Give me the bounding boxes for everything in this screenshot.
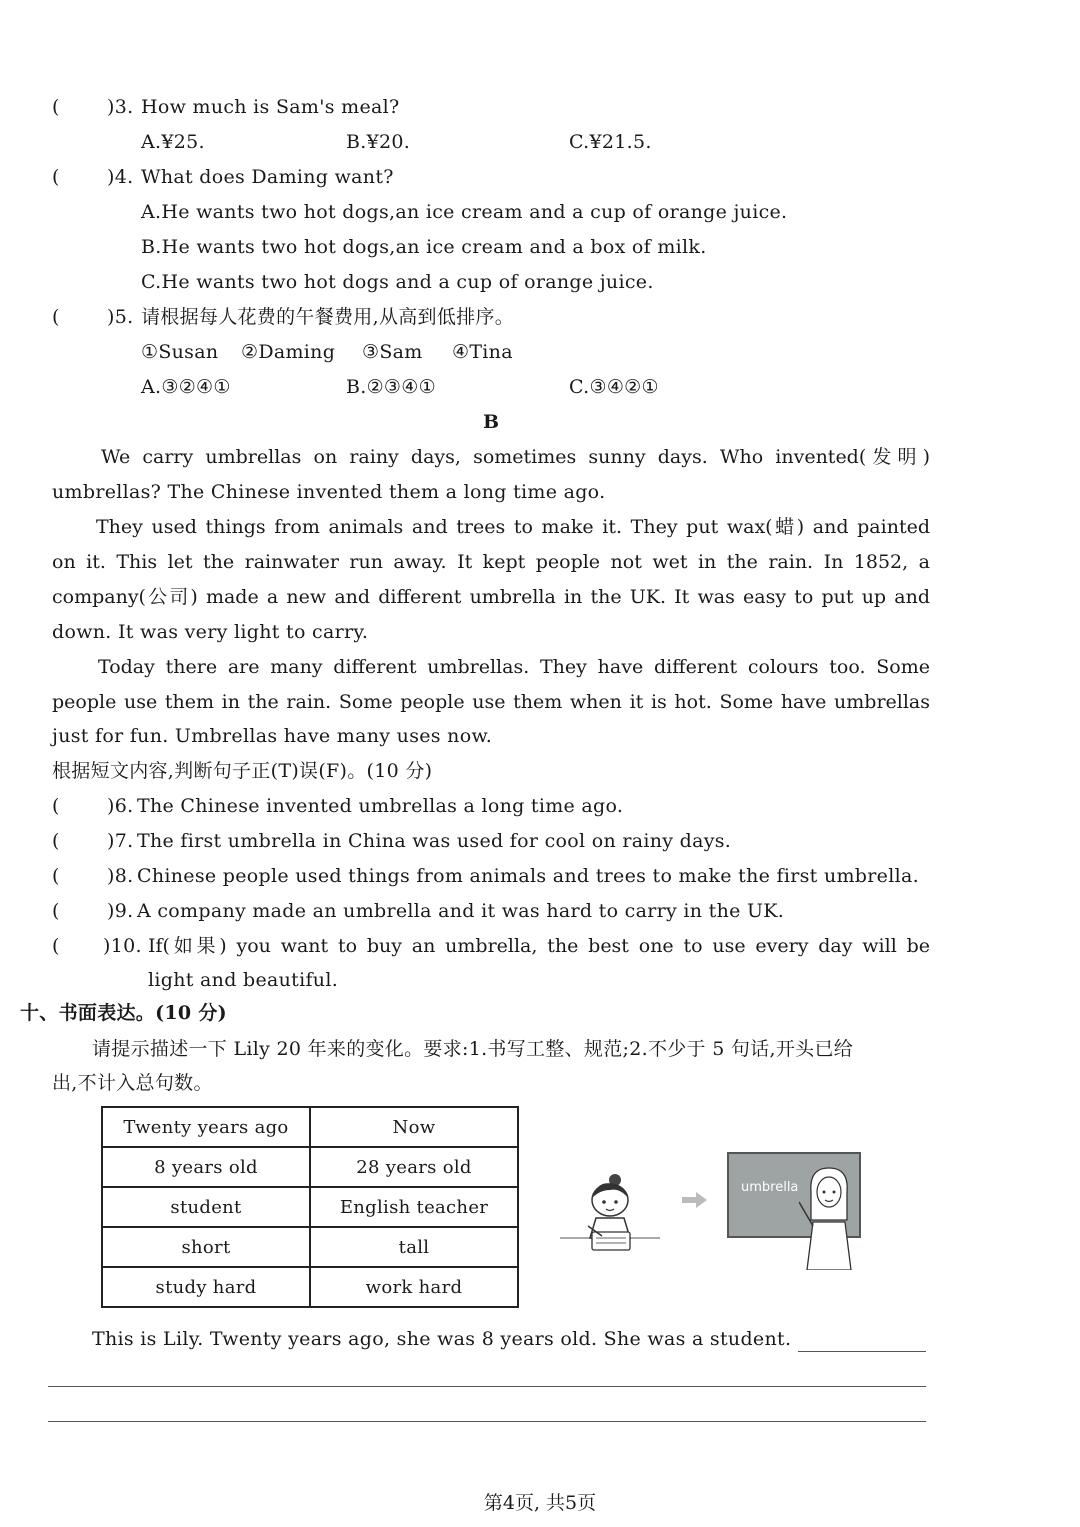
table-cell: work hard: [310, 1267, 518, 1307]
table-row: [102, 1147, 518, 1187]
option-c: C.③④②①: [569, 376, 659, 398]
question-text: What does Daming want?: [141, 166, 394, 188]
answer-bracket[interactable]: (: [52, 96, 60, 118]
writing-line[interactable]: [48, 1421, 926, 1422]
question-number: )3.: [107, 96, 134, 118]
passage-line: on it. This let the rainwater run away. It kept people not wet in the rain. In 1852, a: [52, 551, 930, 573]
passage-line: umbrellas? The Chinese invented them a long time ago.: [52, 481, 606, 503]
statement-text: The Chinese invented umbrellas a long time ago.: [137, 795, 624, 817]
arrow-right-icon: [680, 1190, 710, 1210]
passage-line: just for fun. Umbrellas have many uses now.: [52, 725, 493, 747]
passage-line: company(公司) made a new and different umbrella in the UK. It was easy to put up and: [52, 586, 930, 608]
girl-studying-illustration: [560, 1160, 670, 1280]
statement-text: Chinese people used things from animals and trees to make the first umbrella.: [137, 865, 919, 887]
name-option: ②Daming: [241, 341, 336, 363]
answer-bracket[interactable]: (: [52, 306, 60, 328]
teacher-figure: [799, 1162, 859, 1270]
section-b-title: B: [483, 411, 500, 433]
question-number: )4.: [107, 166, 134, 188]
question-number: )8.: [107, 865, 134, 887]
table-header: Now: [310, 1107, 518, 1147]
question-text: 请根据每人花费的午餐费用,从高到低排序。: [141, 306, 515, 328]
page-number: 第4页, 共5页: [483, 1492, 597, 1514]
table-cell: short: [102, 1227, 310, 1267]
question-number: )10.: [103, 935, 142, 957]
table-cell: 8 years old: [102, 1147, 310, 1187]
question-number: )6.: [107, 795, 134, 817]
name-option: ④Tina: [452, 341, 513, 363]
question-text: How much is Sam's meal?: [141, 96, 400, 118]
answer-bracket[interactable]: (: [52, 830, 60, 852]
name-option: ①Susan: [141, 341, 219, 363]
table-cell: student: [102, 1187, 310, 1227]
table-row: [102, 1187, 518, 1227]
comparison-table: [101, 1106, 519, 1308]
option-c: C.¥21.5.: [569, 131, 652, 153]
answer-bracket[interactable]: (: [52, 865, 60, 887]
table-header: Twenty years ago: [102, 1107, 310, 1147]
teacher-illustration: [727, 1152, 859, 1270]
table-cell: tall: [310, 1227, 518, 1267]
table-cell: English teacher: [310, 1187, 518, 1227]
passage-line: down. It was very light to carry.: [52, 621, 369, 643]
answer-bracket[interactable]: (: [52, 900, 60, 922]
passage-line: We carry umbrellas on rainy days, sometimes sunny days. Who invented(发明): [101, 446, 930, 468]
writing-line[interactable]: [798, 1351, 926, 1352]
option-b: B.②③④①: [346, 376, 436, 398]
passage-line: Today there are many different umbrellas. They have different colours too. Some: [98, 656, 930, 678]
option-c: C.He wants two hot dogs and a cup of orange juice.: [141, 271, 654, 293]
writing-line[interactable]: [48, 1386, 926, 1387]
table-cell: 28 years old: [310, 1147, 518, 1187]
section-heading: 十、书面表达。(10 分): [20, 1002, 227, 1024]
writing-starter: This is Lily. Twenty years ago, she was 8 years old. She was a student.: [92, 1328, 792, 1350]
question-number: )7.: [107, 830, 134, 852]
statement-text: light and beautiful.: [148, 969, 339, 991]
name-option: ③Sam: [362, 341, 423, 363]
table-header-row: [102, 1107, 518, 1147]
option-b: B.He wants two hot dogs,an ice cream and a box of milk.: [141, 236, 707, 258]
tf-instruction: 根据短文内容,判断句子正(T)误(F)。(10 分): [52, 760, 433, 782]
blackboard-word: umbrella: [741, 1180, 799, 1195]
answer-bracket[interactable]: (: [52, 166, 60, 188]
table-cell: study hard: [102, 1267, 310, 1307]
passage-line: They used things from animals and trees to make it. They put wax(蜡) and painted: [96, 516, 930, 538]
writing-prompt: 出,不计入总句数。: [52, 1072, 213, 1094]
passage-line: people use them in the rain. Some people use them when it is hot. Some have umbrellas: [52, 691, 930, 713]
option-a: A.③②④①: [141, 376, 231, 398]
statement-text: If(如果) you want to buy an umbrella, the best one to use every day will be: [148, 935, 930, 957]
option-b: B.¥20.: [346, 131, 411, 153]
option-a: A.He wants two hot dogs,an ice cream and a cup of orange juice.: [141, 201, 788, 223]
question-number: )5.: [107, 306, 134, 328]
answer-bracket[interactable]: (: [52, 795, 60, 817]
table-row: [102, 1267, 518, 1307]
statement-text: A company made an umbrella and it was hard to carry in the UK.: [137, 900, 785, 922]
table-row: [102, 1227, 518, 1267]
writing-prompt: 请提示描述一下 Lily 20 年来的变化。要求:1.书写工整、规范;2.不少于 5 句话,开头已给: [92, 1038, 854, 1060]
question-number: )9.: [107, 900, 134, 922]
statement-text: The first umbrella in China was used for cool on rainy days.: [137, 830, 732, 852]
answer-bracket[interactable]: (: [52, 935, 60, 957]
option-a: A.¥25.: [141, 131, 205, 153]
